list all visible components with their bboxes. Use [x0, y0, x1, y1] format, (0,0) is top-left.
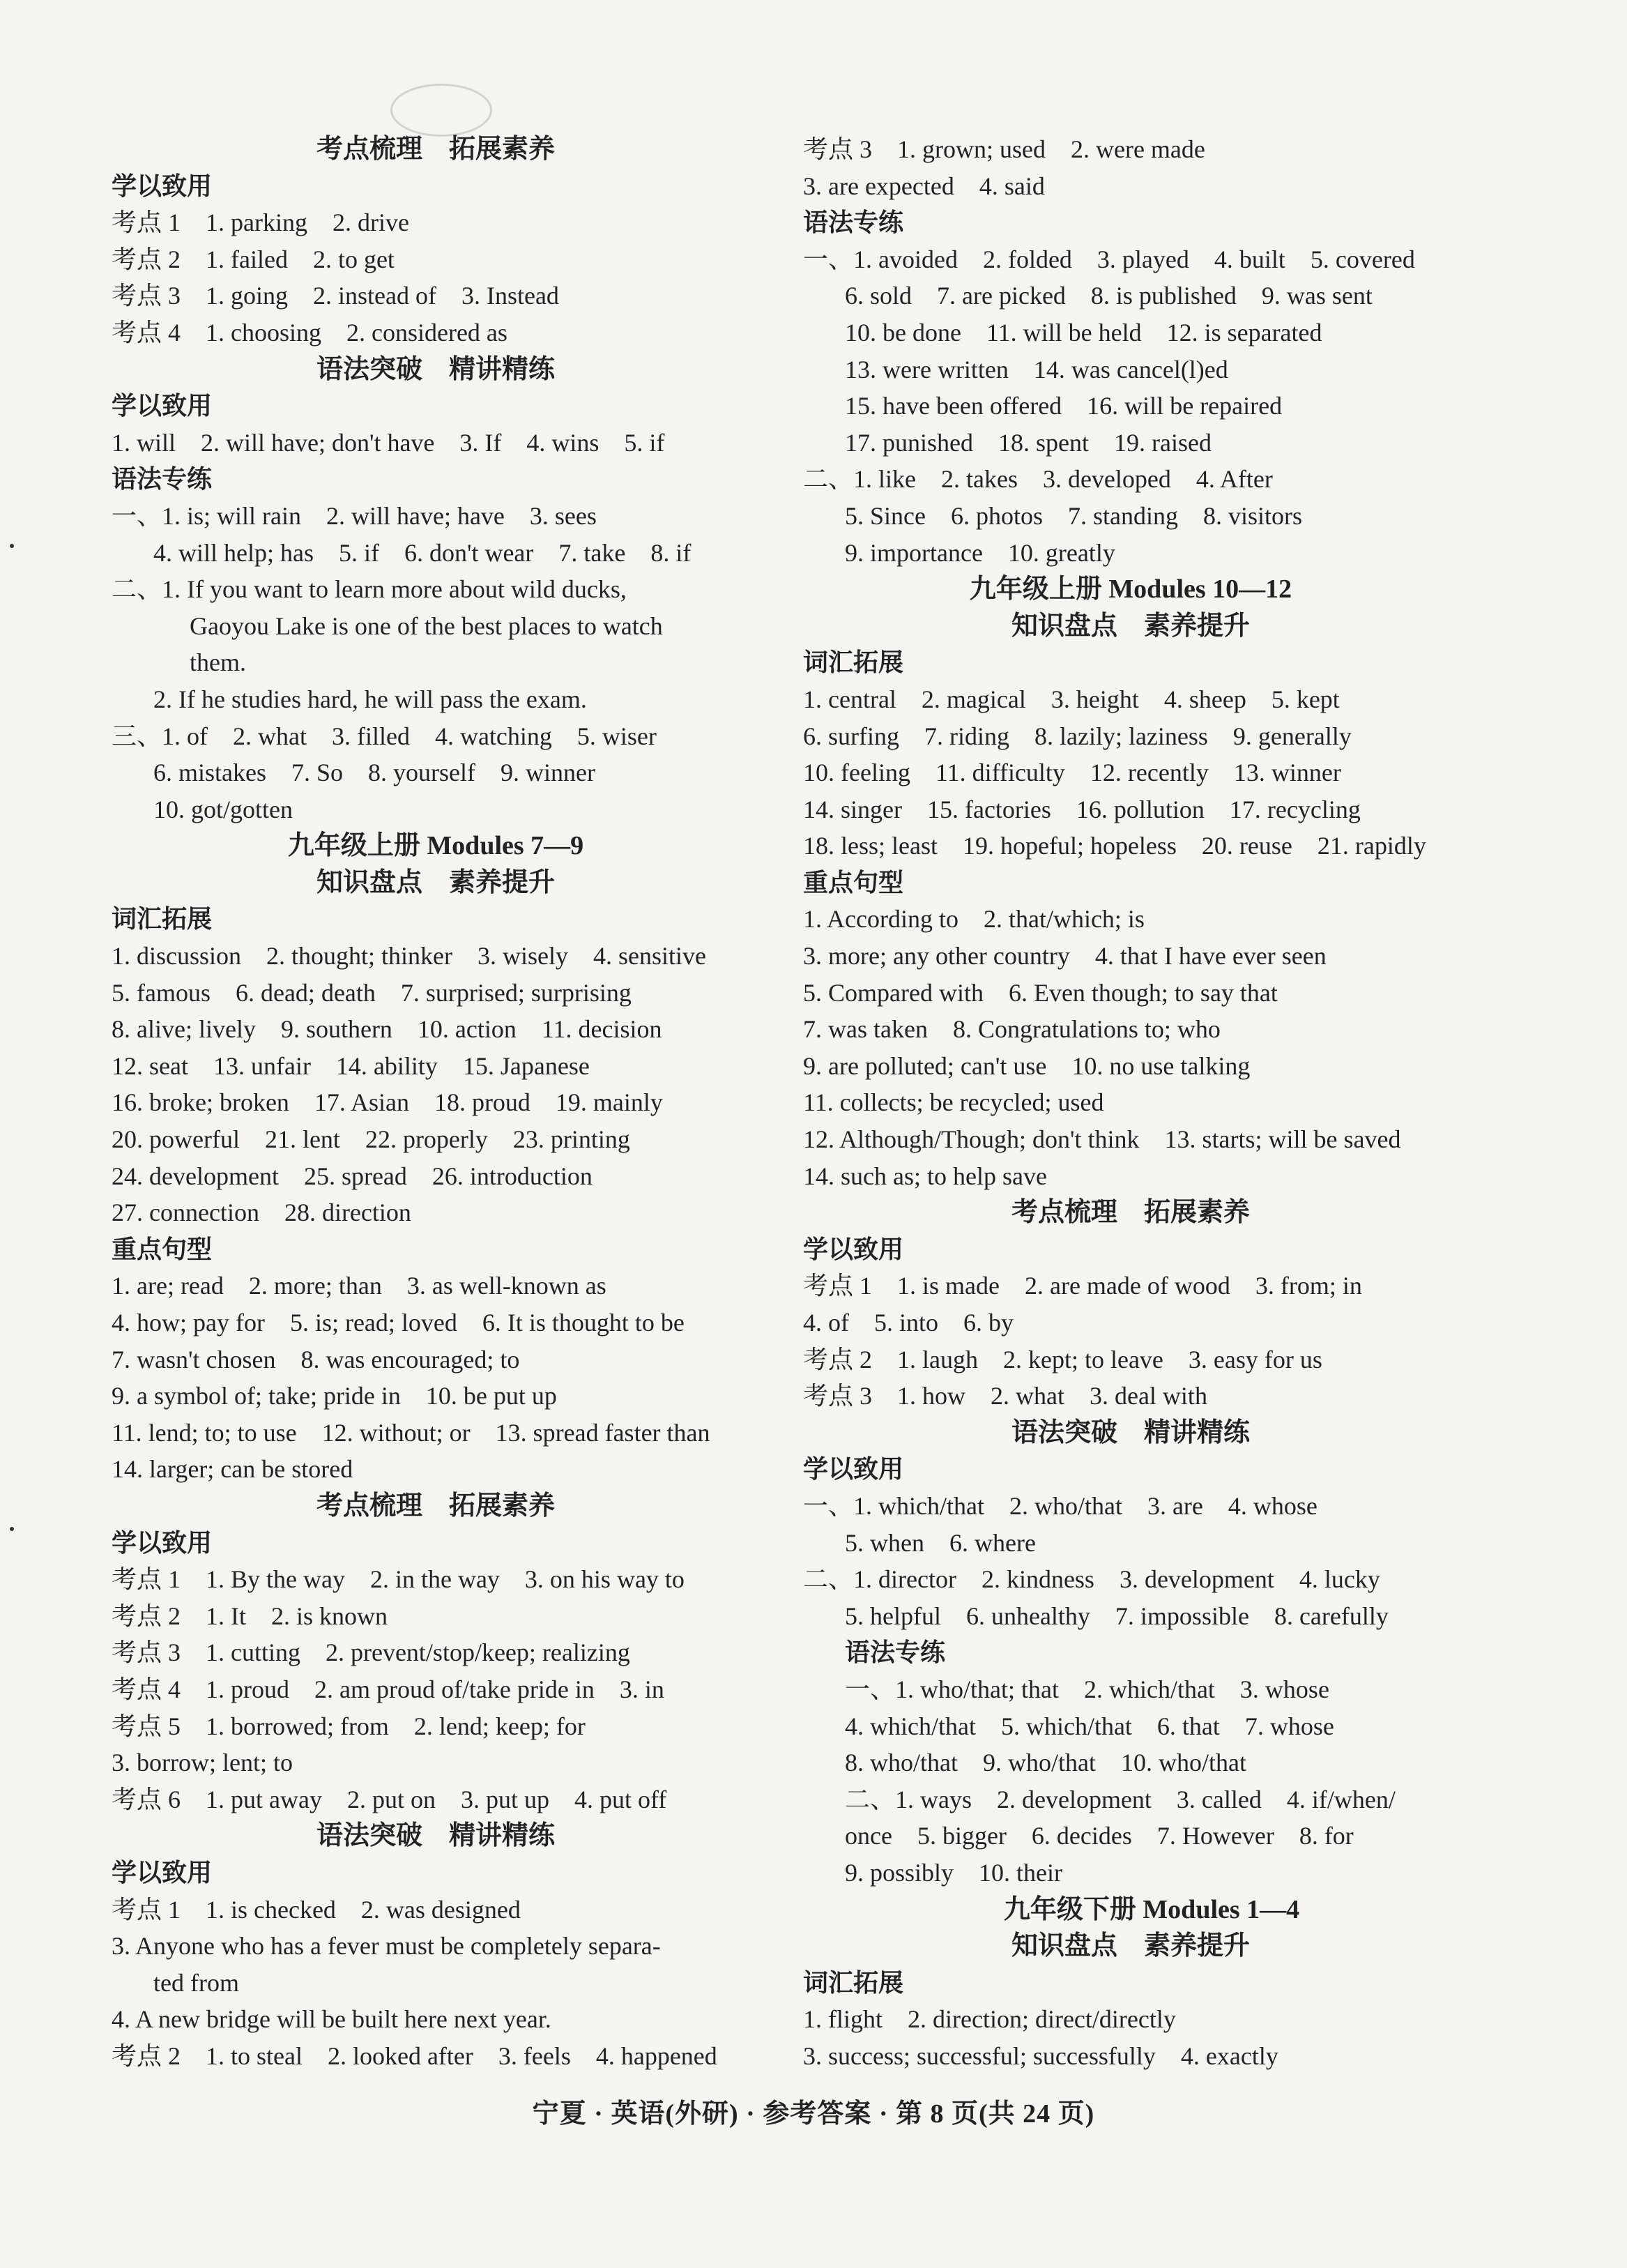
answer-line: 9. importance 10. greatly: [845, 538, 1115, 567]
answer-line: 3. Anyone who has a fever must be completely separa-: [112, 1932, 661, 1961]
answer-line: 九年级上册 Modules 7—9: [287, 831, 584, 861]
answer-line: 8. who/that 9. who/that 10. who/that: [845, 1749, 1246, 1777]
answer-line: 考点梳理 拓展素养: [1011, 1198, 1250, 1228]
answer-line: 14. singer 15. factories 16. pollution 17. recycling: [803, 795, 1361, 823]
answer-line: 考点 6 1. put away 2. put on 3. put up 4. put off: [112, 1785, 667, 1813]
answer-line: 11. lend; to; to use 12. without; or 13. spread faster than: [112, 1418, 710, 1447]
answer-line: them.: [190, 648, 246, 677]
answer-line: 6. mistakes 7. So 8. yourself 9. winner: [153, 759, 595, 787]
answer-line: 1. flight 2. direction; direct/directly: [803, 2005, 1176, 2034]
answer-line: 20. powerful 21. lent 22. properly 23. printing: [112, 1125, 630, 1154]
answer-line: 学以致用: [803, 1235, 904, 1263]
answer-line: 考点梳理 拓展素养: [316, 135, 555, 164]
answer-line: 重点句型: [803, 868, 904, 897]
answer-line: 重点句型: [112, 1235, 213, 1263]
answer-line: 考点 2 1. laugh 2. kept; to leave 3. easy for us: [803, 1345, 1322, 1373]
answer-line: 9. are polluted; can't use 10. no use talking: [803, 1051, 1251, 1080]
answer-line: 14. larger; can be stored: [112, 1455, 353, 1484]
answer-line: 考点 3 1. grown; used 2. were made: [803, 135, 1205, 163]
answer-line: 18. less; least 19. hopeful; hopeless 20. reuse 21. rapidly: [803, 832, 1426, 860]
answer-line: 学以致用: [112, 1528, 213, 1557]
answer-line: 24. development 25. spread 26. introduction: [112, 1162, 593, 1190]
answer-line: 1. According to 2. that/which; is: [803, 905, 1145, 934]
answer-line: 学以致用: [112, 172, 213, 200]
answer-line: 3. borrow; lent; to: [112, 1749, 293, 1777]
answer-line: 语法突破 精讲精练: [316, 354, 555, 384]
answer-line: 12. Although/Though; don't think 13. starts; will be saved: [803, 1125, 1401, 1154]
answer-line: 二、1. ways 2. development 3. called 4. if/when/: [845, 1785, 1396, 1813]
answer-line: 考点 3 1. going 2. instead of 3. Instead: [112, 282, 559, 310]
answer-line: 5. famous 6. dead; death 7. surprised; surprising: [112, 978, 632, 1007]
answer-line: 二、1. like 2. takes 3. developed 4. After: [803, 465, 1273, 494]
answer-line: 一、1. which/that 2. who/that 3. are 4. whose: [803, 1491, 1317, 1520]
answer-line: 一、1. is; will rain 2. will have; have 3. sees: [112, 501, 597, 530]
answer-line: 3. success; successful; successfully 4. exactly: [803, 2041, 1278, 2070]
answer-line: ted from: [153, 1968, 239, 1997]
answer-line: 考点 1 1. is checked 2. was designed: [112, 1895, 521, 1924]
answer-line: 4. how; pay for 5. is; read; loved 6. It is thought to be: [112, 1309, 685, 1337]
answer-line: 语法突破 精讲精练: [316, 1821, 555, 1851]
answer-line: 考点 1 1. is made 2. are made of wood 3. from; in: [803, 1272, 1362, 1300]
answer-line: 10. got/gotten: [153, 795, 293, 823]
answer-line: 语法专练: [803, 208, 904, 237]
answer-line: 考点 2 1. to steal 2. looked after 3. feels 4. happened: [112, 2041, 717, 2070]
answer-line: 考点梳理 拓展素养: [316, 1491, 555, 1521]
answer-line: 知识盘点 素养提升: [1011, 611, 1250, 641]
answer-line: 2. If he studies hard, he will pass the exam.: [153, 685, 587, 713]
answer-line: 5. Compared with 6. Even though; to say that: [803, 978, 1278, 1007]
right-column: [803, 131, 1458, 2074]
answer-line: 3. more; any other country 4. that I have ever seen: [803, 942, 1327, 971]
answer-line: 14. such as; to help save: [803, 1162, 1047, 1190]
margin-dot: [10, 1527, 14, 1531]
answer-line: 学以致用: [112, 1858, 213, 1887]
answer-line: 7. wasn't chosen 8. was encouraged; to: [112, 1345, 520, 1373]
answer-line: 知识盘点 素养提升: [1011, 1931, 1250, 1961]
left-column: [112, 131, 760, 2074]
answer-line: 10. feeling 11. difficulty 12. recently 13. winner: [803, 759, 1341, 787]
answer-line: once 5. bigger 6. decides 7. However 8. for: [845, 1822, 1354, 1850]
answer-line: 三、1. of 2. what 3. filled 4. watching 5. wiser: [112, 722, 657, 750]
answer-line: 考点 1 1. parking 2. drive: [112, 208, 409, 237]
answer-line: 二、1. If you want to learn more about wild ducks,: [112, 575, 627, 604]
answer-line: 5. when 6. where: [845, 1528, 1036, 1557]
answer-line: 7. was taken 8. Congratulations to; who: [803, 1015, 1221, 1044]
answer-line: 知识盘点 素养提升: [316, 867, 555, 897]
answer-line: 16. broke; broken 17. Asian 18. proud 19. mainly: [112, 1088, 663, 1117]
answer-line: 一、1. who/that; that 2. which/that 3. whose: [845, 1675, 1329, 1703]
answer-line: 学以致用: [803, 1455, 904, 1484]
answer-line: 考点 2 1. failed 2. to get: [112, 245, 395, 273]
answer-line: 考点 1 1. By the way 2. in the way 3. on his way to: [112, 1565, 685, 1594]
answer-line: 6. sold 7. are picked 8. is published 9. was sent: [845, 282, 1373, 310]
answer-line: 词汇拓展: [803, 1968, 904, 1997]
margin-dot: [10, 544, 14, 548]
answer-line: 考点 3 1. cutting 2. prevent/stop/keep; realizing: [112, 1638, 630, 1667]
answer-line: 4. which/that 5. which/that 6. that 7. whose: [845, 1712, 1334, 1740]
answer-line: 1. discussion 2. thought; thinker 3. wisely 4. sensitive: [112, 942, 706, 971]
answer-line: 13. were written 14. was cancel(l)ed: [845, 355, 1228, 383]
answer-line: 1. are; read 2. more; than 3. as well-known as: [112, 1272, 606, 1300]
answer-line: 语法专练: [845, 1638, 946, 1667]
answer-line: 12. seat 13. unfair 14. ability 15. Japanese: [112, 1051, 590, 1080]
answer-line: 考点 5 1. borrowed; from 2. lend; keep; for: [112, 1712, 586, 1740]
answer-line: 学以致用: [112, 392, 213, 420]
answer-line: 9. possibly 10. their: [845, 1858, 1062, 1887]
answer-line: 语法专练: [112, 465, 213, 494]
answer-line: 1. central 2. magical 3. height 4. sheep 5. kept: [803, 685, 1340, 713]
answer-line: 10. be done 11. will be held 12. is separated: [845, 318, 1322, 347]
answer-line: 5. helpful 6. unhealthy 7. impossible 8. carefully: [845, 1601, 1389, 1630]
answer-line: 考点 4 1. choosing 2. considered as: [112, 318, 507, 347]
answer-line: 考点 3 1. how 2. what 3. deal with: [803, 1382, 1207, 1410]
answer-line: 语法突破 精讲精练: [1011, 1417, 1250, 1447]
answer-line: 9. a symbol of; take; pride in 10. be put up: [112, 1382, 557, 1410]
answer-line: 15. have been offered 16. will be repaired: [845, 392, 1283, 420]
answer-line: 词汇拓展: [803, 648, 904, 677]
answer-line: 5. Since 6. photos 7. standing 8. visitors: [845, 501, 1302, 530]
answer-line: 一、1. avoided 2. folded 3. played 4. built 5. covered: [803, 245, 1415, 273]
answer-line: 27. connection 28. direction: [112, 1198, 411, 1227]
answer-line: 8. alive; lively 9. southern 10. action 11. decision: [112, 1015, 662, 1044]
answer-line: 17. punished 18. spent 19. raised: [845, 428, 1212, 457]
answer-line: Gaoyou Lake is one of the best places to watch: [190, 611, 663, 640]
answer-line: 3. are expected 4. said: [803, 172, 1045, 200]
answer-line: 考点 4 1. proud 2. am proud of/take pride in 3. in: [112, 1675, 664, 1703]
page-footer: 宁夏 · 英语(外研) · 参考答案 · 第 8 页(共 24 页): [532, 2099, 1095, 2129]
answer-line: 11. collects; be recycled; used: [803, 1088, 1104, 1117]
answer-line: 考点 2 1. It 2. is known: [112, 1601, 388, 1630]
answer-line: 1. will 2. will have; don't have 3. If 4. wins 5. if: [112, 428, 665, 457]
answer-line: 词汇拓展: [112, 905, 213, 934]
answer-line: 九年级下册 Modules 1—4: [1003, 1894, 1300, 1924]
answer-line: 二、1. director 2. kindness 3. development 4. lucky: [803, 1565, 1380, 1594]
stamp-watermark: [390, 84, 492, 137]
answer-line: 4. A new bridge will be built here next year.: [112, 2005, 551, 2034]
answer-line: 4. of 5. into 6. by: [803, 1309, 1014, 1337]
answer-line: 4. will help; has 5. if 6. don't wear 7. take 8. if: [153, 538, 692, 567]
answer-line: 6. surfing 7. riding 8. lazily; laziness 9. generally: [803, 722, 1352, 750]
answer-line: 九年级上册 Modules 10—12: [969, 574, 1292, 604]
